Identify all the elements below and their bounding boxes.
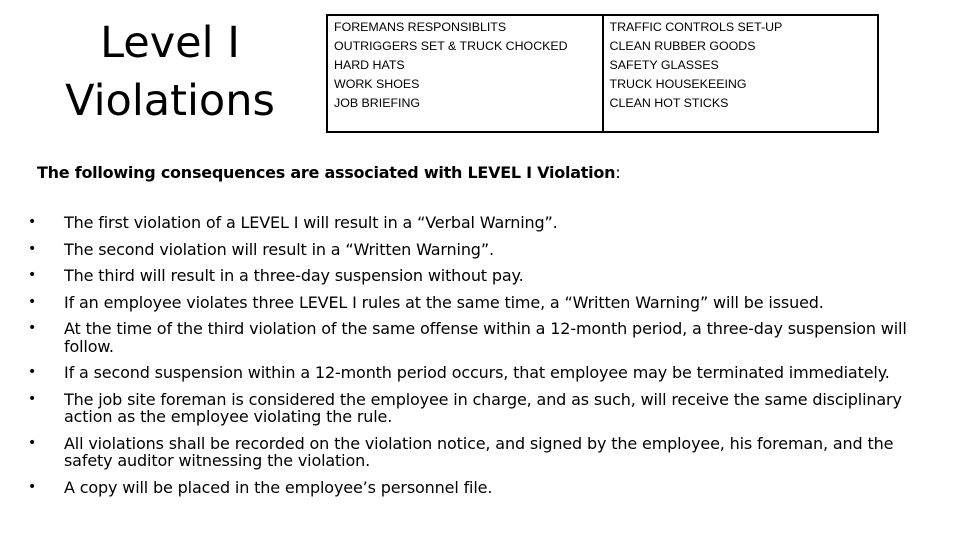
list-item-text: A copy will be placed in the employee’s personnel file.	[64, 477, 493, 497]
list-item	[28, 435, 928, 470]
violation-item: HARD HATS	[334, 58, 405, 72]
violation-item: FOREMANS RESPONSIBLITS	[334, 20, 507, 34]
list-item	[28, 267, 928, 285]
bullet-icon: •	[28, 478, 37, 495]
bullet-icon: •	[28, 390, 37, 407]
list-item-text: At the time of the third violation of the same offense within a 12-month period, a three-day suspension will follow.	[64, 319, 907, 356]
list-item-text: All violations shall be recorded on the violation notice, and signed by the employee, his foreman, and the safety auditor witnessing the violation.	[64, 433, 894, 470]
violation-item: TRUCK HOUSEKEEING	[609, 77, 747, 91]
bullet-icon: •	[28, 240, 37, 257]
violation-item: SAFETY GLASSES	[609, 58, 719, 72]
consequences-list	[28, 214, 928, 505]
intro-text: The following consequences are associated with LEVEL I Violation	[37, 163, 616, 182]
violation-item: JOB BRIEFING	[334, 96, 421, 110]
list-item	[28, 214, 928, 232]
title-line-2: Violations	[65, 76, 275, 126]
list-item-text: If a second suspension within a 12-month period occurs, that employee may be terminated immediately.	[64, 363, 890, 382]
violation-item: WORK SHOES	[334, 77, 420, 91]
list-item	[28, 479, 928, 497]
violation-item: CLEAN HOT STICKS	[609, 96, 729, 110]
bullet-icon: •	[28, 434, 37, 451]
bullet-icon: •	[28, 320, 37, 336]
violation-item: OUTRIGGERS SET & TRUCK CHOCKED	[334, 39, 568, 53]
violation-item: CLEAN RUBBER GOODS	[609, 39, 756, 53]
list-item	[28, 391, 928, 426]
consequences-intro	[37, 162, 620, 184]
list-item	[28, 294, 928, 312]
title-line-1: Level I	[100, 18, 240, 68]
violation-item: TRAFFIC CONTROLS SET-UP	[609, 20, 783, 34]
page-title	[40, 14, 300, 130]
list-item-text: If an employee violates three LEVEL I rules at the same time, a “Written Warning” will be issued.	[64, 292, 824, 312]
violations-right-column	[603, 15, 879, 132]
violations-table	[326, 14, 879, 133]
violations-left-column	[327, 15, 603, 132]
bullet-icon: •	[28, 214, 37, 230]
list-item	[28, 320, 928, 355]
list-item-text: The first violation of a LEVEL I will result in a “Verbal Warning”.	[64, 213, 558, 232]
list-item-text: The third will result in a three-day suspension without pay.	[64, 266, 524, 285]
list-item	[28, 364, 928, 382]
bullet-icon: •	[28, 267, 37, 283]
list-item-text: The second violation will result in a “Written Warning”.	[64, 239, 494, 259]
list-item-text: The job site foreman is considered the employee in charge, and as such, will receive the same disciplinary action as the employee violating the rule.	[64, 389, 902, 426]
bullet-icon: •	[28, 364, 37, 380]
intro-colon: :	[615, 163, 621, 182]
list-item	[28, 241, 928, 259]
bullet-icon: •	[28, 293, 37, 310]
